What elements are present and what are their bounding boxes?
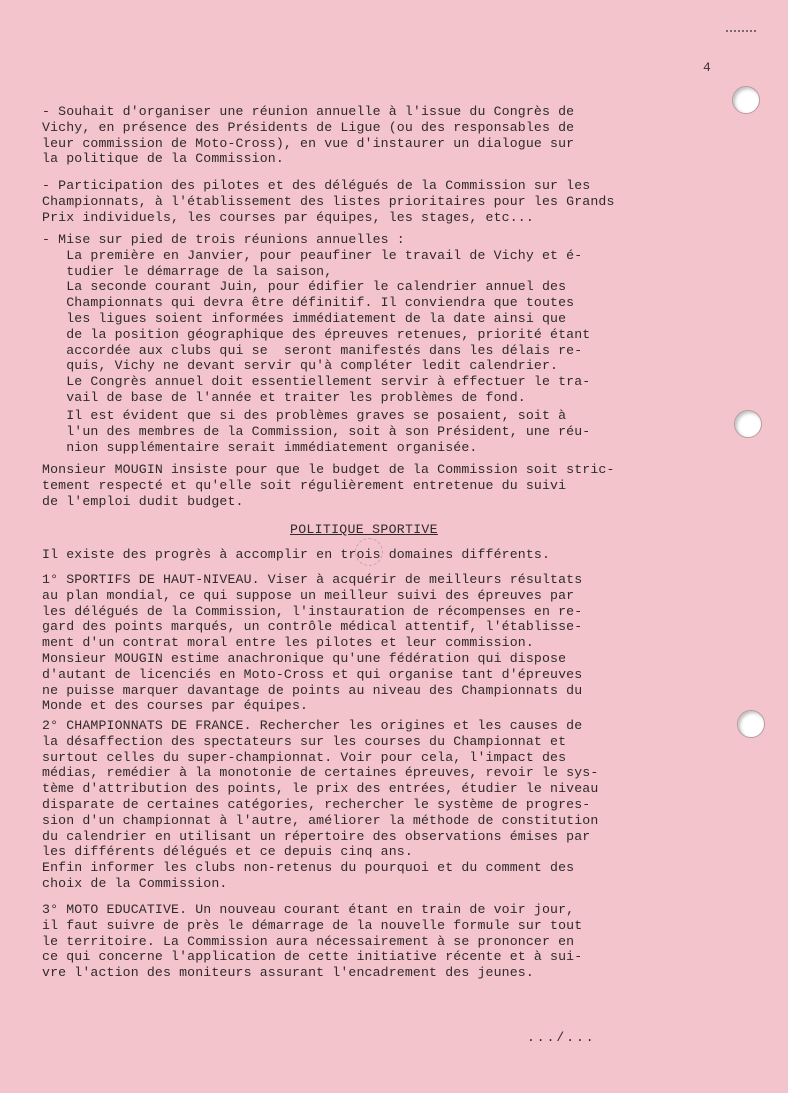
paragraph-budget: Monsieur MOUGIN insiste pour que le budget de la Commission soit stric- tement respecté et qu'elle soit régulièrement entretenue du suivi de l'emploi dudit budget. xyxy=(42,462,615,509)
page-number: 4 xyxy=(703,60,711,75)
corner-mark xyxy=(726,30,756,34)
paragraph-annual-meeting: - Souhait d'organiser une réunion annuelle à l'issue du Congrès de Vichy, en présence des Présidents de Ligue (ou des responsables de leur commission de Moto-Cross), en vue d'instaurer un dialogue sur la politique de la Commission. xyxy=(42,104,575,167)
paragraph-championnats: 2° CHAMPIONNATS DE FRANCE. Rechercher les origines et les causes de la désaffection des spectateurs sur les courses du Championnat et surtout celles du super-championnat. Voir pour cela, l'impact des médias, remédier à la monotonie de certaines épreuves, revoir le sys- tème d'attribution des points, le prix des entrées, étudier le niveau disparate de certaines catégories, rechercher le système de progres- sion d'un championnat à l'autre, améliorer la méthode de constitution du calendrier en utilisant un répertoire des observations émises par les différents délégués et ce depuis cinq ans. Enfin informer les clubs non-retenus du pourquoi et du comment des choix de la Commission. xyxy=(42,718,599,891)
section-heading: POLITIQUE SPORTIVE xyxy=(290,522,438,537)
paragraph-extra-meeting: Il est évident que si des problèmes graves se posaient, soit à l'un des membres de la Commission, soit à son Président, une réu- nion supplémentaire serait immédiatement organisée. xyxy=(66,408,591,455)
paragraph-high-level: 1° SPORTIFS DE HAUT-NIVEAU. Viser à acquérir de meilleurs résultats au plan mondial, ce qui suppose un meilleur suivi des épreuves par les délégués de la Commission, l'instauration de récompenses en re- gard des points marqués, un contrôle médical attentif, l'établisse- ment d'un contrat moral entre les pilotes et leur commission. Monsieur MOUGIN estime anachronique qu'une fédération qui dispose d'autant de licenciés en Moto-Cross et qui organise tant d'épreuves ne puisse marquer davantage de points au niveau des Championnats du Monde et des courses par équipes. xyxy=(42,572,583,714)
paragraph-pilot-participation: - Participation des pilotes et des délégués de la Commission sur les Championnats, à l'établissement des listes prioritaires pour les Grands Prix individuels, les courses par équipes, les stages, etc... xyxy=(42,178,615,225)
continuation-marker: .../... xyxy=(527,1030,596,1045)
paragraph-three-meetings: - Mise sur pied de trois réunions annuelles : La première en Janvier, pour peaufiner le travail de Vichy et é- tudier le démarrage de la saison, La seconde courant Juin, pour édifier le calendrier annuel des Championnats qui devra être définitif. Il conviendra que toutes les ligues soient informées immédiatement de la date ainsi que de la position géographique des épreuves retenues, priorité étant accordée aux clubs qui se seront manifestés dans les délais re- quis, Vichy ne devant servir qu'à compléter ledit calendrier. Le Congrès annuel doit essentiellement servir à effectuer le tra- vail de base de l'année et traiter les problèmes de fond. xyxy=(42,232,591,405)
paragraph-intro-domains: Il existe des progrès à accomplir en trois domaines différents. xyxy=(42,547,551,562)
paragraph-moto-educative: 3° MOTO EDUCATIVE. Un nouveau courant étant en train de voir jour, il faut suivre de près le démarrage de la nouvelle formule sur tout le territoire. La Commission aura nécessairement à se prononcer en ce qui concerne l'application de cette initiative récente et à sui- vre l'action des moniteurs assurant l'encadrement des jeunes. xyxy=(42,902,583,981)
